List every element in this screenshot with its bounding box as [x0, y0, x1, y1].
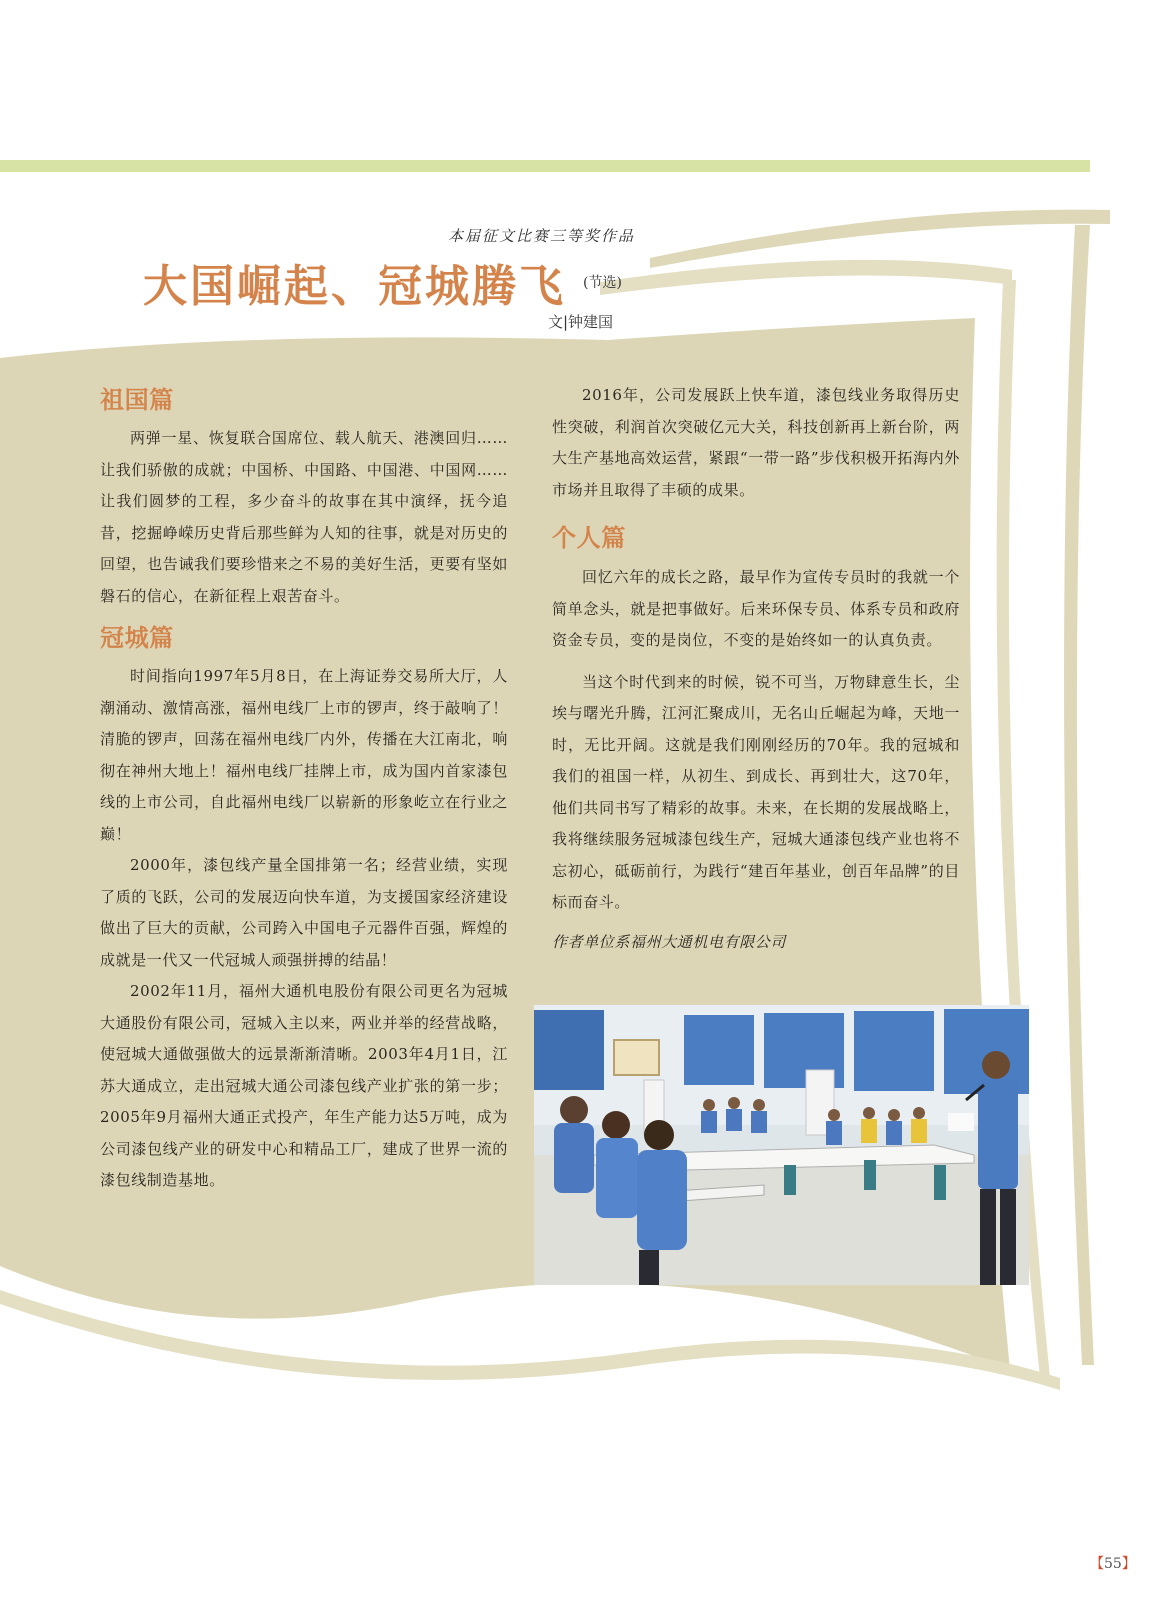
section-heading-personal: 个人篇 — [552, 523, 626, 552]
meeting-photo — [534, 1005, 1029, 1285]
article-title: 大国崛起、冠城腾飞 — [143, 261, 566, 312]
page-number-open-bracket: 【 — [1090, 1556, 1104, 1572]
left-column — [100, 380, 508, 1197]
paragraph: 2016年，公司发展跃上快车道，漆包线业务取得历史性突破，利润首次突破亿元大关，科技创新再上新台阶，两大生产基地高效运营，紧跟“一带一路”步伐积极开拓海内外市场并且取得了丰硕的成果。 — [552, 386, 960, 499]
right-column — [552, 380, 960, 958]
paragraph: 当这个时代到来的时候，锐不可当，万物肆意生长，尘埃与曙光升腾，江河汇聚成川，无名山丘崛起为峰，天地一时，无比开阔。这就是我们刚刚经历的70年。我的冠城和我们的祖国一样，从初生、到成长、再到壮大，这70年，他们共同书写了精彩的故事。未来，在长期的发展战略上，我将继续服务冠城漆包线生产，冠城大通漆包线产业也将不忘初心，砥砺前行，为践行“建百年基业，创百年品牌”的目标而奋斗。 — [552, 672, 960, 911]
paragraph: 时间指向1997年5月8日，在上海证券交易所大厅，人潮涌动、激情高涨，福州电线厂上市的锣声，终于敲响了！清脆的锣声，回荡在福州电线厂内外，传播在大江南北，响彻在神州大地上！福州电线厂挂牌上市，成为国内首家漆包线的上市公司，自此福州电线厂以崭新的形象屹立在行业之巅！ — [100, 667, 508, 843]
excerpt-tag: (节选) — [583, 275, 622, 291]
article-subtitle: 本届征文比赛三等奖作品 — [447, 227, 635, 245]
paragraph: 2002年11月，福州大通机电股份有限公司更名为冠城大通股份有限公司，冠城入主以来，两业并举的经营战略，使冠城大通做强做大的远景渐渐清晰。2003年4月1日，江苏大通成立，走出冠城大通公司漆包线产业扩张的第一步；2005年9月福州大通正式投产，年生产能力达5万吨，成为公司漆包线产业的研发中心和精品工厂，建成了世界一流的漆包线制造基地。 — [100, 982, 508, 1189]
paragraph: 两弹一星、恢复联合国席位、载人航天、港澳回归……让我们骄傲的成就；中国桥、中国路、中国港、中国网……让我们圆梦的工程，多少奋斗的故事在其中演绎，抚今追昔，挖掘峥嵘历史背后那些鲜为人知的往事，就是对历史的回望，也告诫我们要珍惜来之不易的美好生活，更要有坚如磐石的信心，在新征程上艰苦奋斗。 — [100, 429, 508, 605]
page-number-close-bracket: 】 — [1121, 1556, 1136, 1572]
section-heading-guancheng: 冠城篇 — [100, 623, 174, 652]
page-number-value: 55 — [1104, 1556, 1122, 1572]
author-byline: 文|钟建国 — [548, 313, 614, 331]
paragraph: 回忆六年的成长之路，最早作为宣传专员时的我就一个简单念头，就是把事做好。后来环保专员、体系专员和政府资金专员，变的是岗位，不变的是始终如一的认真负责。 — [552, 568, 960, 649]
paragraph: 2000年，漆包线产量全国排第一名；经营业绩，实现了质的飞跃，公司的发展迈向快车道，为支援国家经济建设做出了巨大的贡献，公司跨入中国电子元器件百强，辉煌的成就是一代又一代冠城人顽强拼搏的结晶！ — [100, 856, 508, 969]
section-heading-motherland: 祖国篇 — [100, 385, 174, 414]
page-number — [1090, 1553, 1136, 1573]
author-affiliation: 作者单位系福州大通机电有限公司 — [552, 932, 787, 951]
